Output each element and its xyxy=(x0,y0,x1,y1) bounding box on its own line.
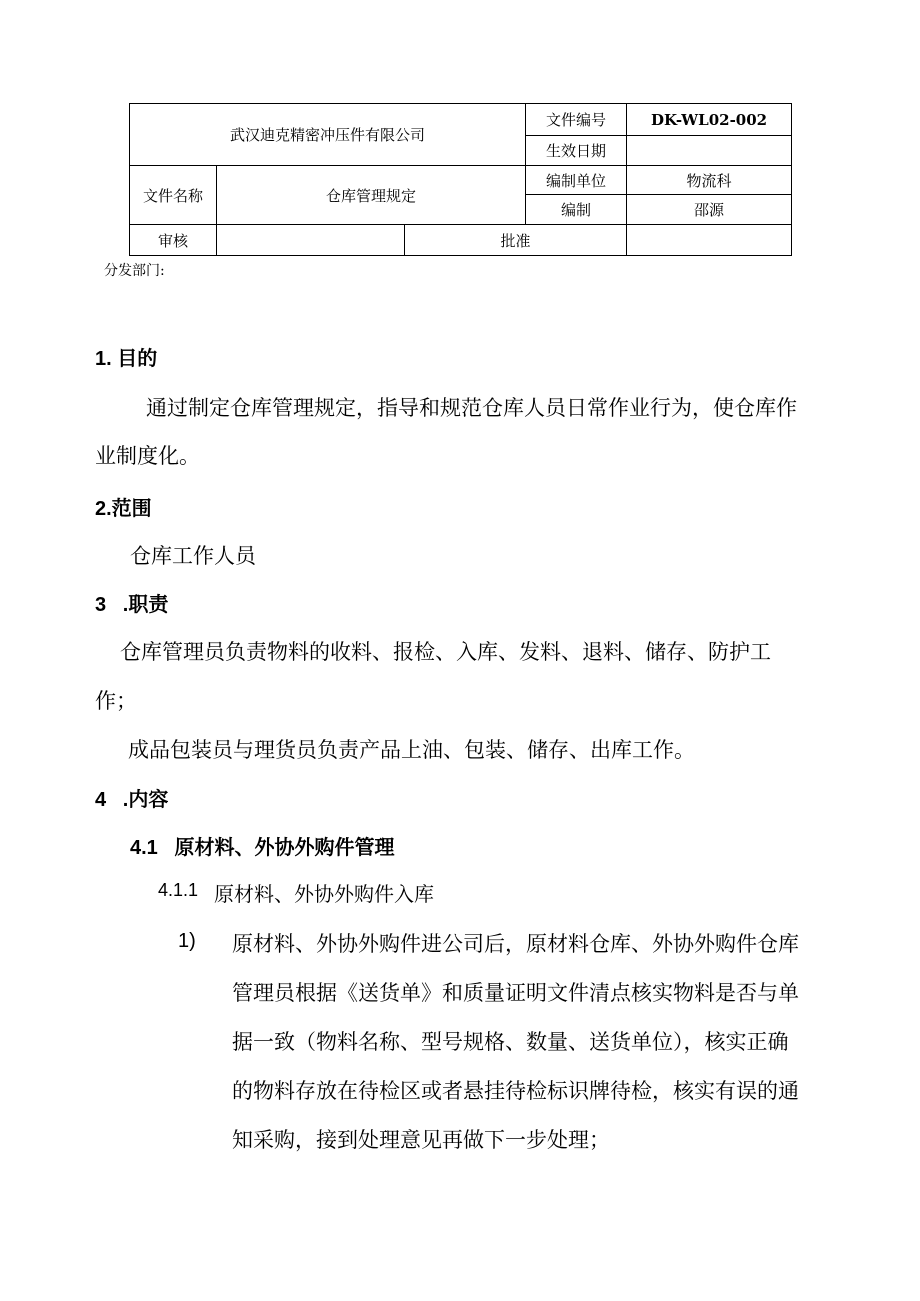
section-3-body-line-3: 成品包装员与理货员负责产品上油、包装、储存、出库工作。 xyxy=(128,738,695,762)
section-4-1-1-title: 原材料、外协外购件入库 xyxy=(214,882,434,906)
prepared-by-value-cell: 邵源 xyxy=(627,195,792,225)
approve-value-cell xyxy=(627,225,792,256)
section-1-title: 1. 目的 xyxy=(95,348,158,370)
section-1-body-line-1: 通过制定仓库管理规定，指导和规范仓库人员日常作业行为，使仓库作 xyxy=(146,396,797,420)
section-3-body-line-1: 仓库管理员负责物料的收料、报检、入库、发料、退料、储存、防护工 xyxy=(120,640,771,664)
review-label-cell: 审核 xyxy=(130,225,217,256)
company-title-cell: 武汉迪克精密冲压件有限公司 xyxy=(130,104,526,166)
prepared-by-label-cell: 编制 xyxy=(526,195,627,225)
prep-unit-value-cell: 物流科 xyxy=(627,166,792,195)
document-header-grid xyxy=(129,103,792,256)
item-1-number: 1) xyxy=(178,930,196,952)
item-1-line-4: 的物料存放在待检区或者悬挂待检标识牌待检，核实有误的通 xyxy=(232,1079,799,1103)
section-2-body: 仓库工作人员 xyxy=(130,544,256,568)
item-1-line-2: 管理员根据《送货单》和质量证明文件清点核实物料是否与单 xyxy=(232,981,799,1005)
effective-date-value-cell xyxy=(627,136,792,166)
prep-unit-label-cell: 编制单位 xyxy=(526,166,627,195)
item-1-line-3: 据一致（物料名称、型号规格、数量、送货单位），核实正确 xyxy=(232,1030,789,1054)
section-3-body-line-2: 作； xyxy=(95,689,137,713)
review-value-cell xyxy=(217,225,405,256)
distribution-label: 分发部门: xyxy=(104,263,165,279)
approve-label-cell: 批准 xyxy=(405,225,627,256)
section-3-title: 3 .职责 xyxy=(95,594,169,616)
file-name-value-cell: 仓库管理规定 xyxy=(217,166,526,225)
item-1-line-1: 原材料、外协外购件进公司后，原材料仓库、外协外购件仓库 xyxy=(232,932,799,956)
doc-no-value-cell: DK-WL02-002 xyxy=(627,104,792,136)
file-name-label-cell: 文件名称 xyxy=(130,166,217,225)
section-4-1-1-number: 4.1.1 xyxy=(158,880,199,900)
effective-date-label-cell: 生效日期 xyxy=(526,136,627,166)
section-1-body-line-2: 业制度化。 xyxy=(95,444,200,468)
doc-no-label-cell: 文件编号 xyxy=(526,104,627,136)
section-4-1-title: 4.1 原材料、外协外购件管理 xyxy=(130,837,395,859)
item-1-line-5: 知采购，接到处理意见再做下一步处理； xyxy=(232,1128,610,1152)
section-4-title: 4 .内容 xyxy=(95,789,169,811)
section-2-title: 2.范围 xyxy=(95,498,152,520)
